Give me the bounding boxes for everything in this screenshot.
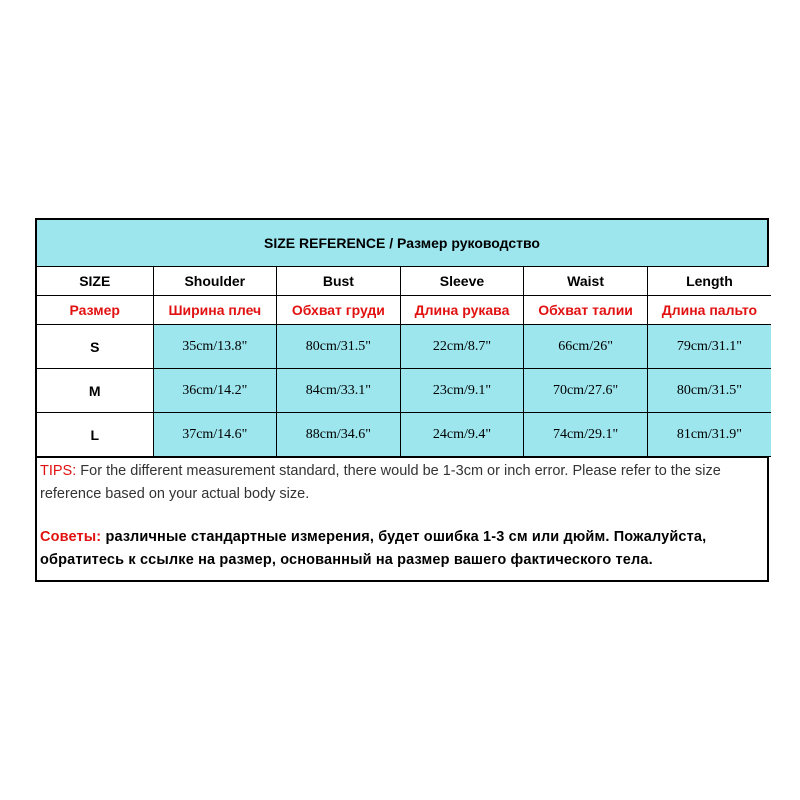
table-row	[37, 325, 771, 369]
table-cell: 80cm/31.5"	[277, 325, 401, 369]
size-chart	[35, 218, 769, 582]
header-cell-ru: Ширина плеч	[153, 296, 277, 325]
tips-label: TIPS:	[40, 463, 77, 479]
header-cell: Length	[647, 267, 771, 296]
table-cell: 81cm/31.9"	[647, 413, 771, 457]
tips-text: For the different measurement standard, there would be 1-3cm or inch error. Please refer to the size reference based on your actual body size.	[40, 463, 721, 502]
header-cell-ru: Размер	[37, 296, 153, 325]
header-cell-ru: Обхват талии	[524, 296, 648, 325]
table-cell: 24cm/9.4"	[400, 413, 524, 457]
table-cell: 70cm/27.6"	[524, 369, 648, 413]
table-cell: 22cm/8.7"	[400, 325, 524, 369]
header-cell: Shoulder	[153, 267, 277, 296]
table-cell: 74cm/29.1"	[524, 413, 648, 457]
header-cell-ru: Длина рукава	[400, 296, 524, 325]
table-cell: 66cm/26"	[524, 325, 648, 369]
header-cell-ru: Обхват груди	[277, 296, 401, 325]
table-row	[37, 413, 771, 457]
size-table	[37, 267, 771, 457]
table-cell: 35cm/13.8"	[153, 325, 277, 369]
size-label: L	[37, 413, 153, 457]
header-cell: Waist	[524, 267, 648, 296]
table-cell: 80cm/31.5"	[647, 369, 771, 413]
table-cell: 88cm/34.6"	[277, 413, 401, 457]
table-cell: 84cm/33.1"	[277, 369, 401, 413]
header-cell: Sleeve	[400, 267, 524, 296]
table-cell: 37cm/14.6"	[153, 413, 277, 457]
tips-en	[40, 460, 764, 506]
header-row-ru	[37, 296, 771, 325]
chart-title: SIZE REFERENCE / Размер руководство	[37, 220, 767, 267]
tips-label-ru: Советы:	[40, 529, 102, 545]
header-row	[37, 267, 771, 296]
header-cell-ru: Длина пальто	[647, 296, 771, 325]
tips-section	[37, 457, 767, 580]
size-label: S	[37, 325, 153, 369]
table-cell: 36cm/14.2"	[153, 369, 277, 413]
header-cell: Bust	[277, 267, 401, 296]
tips-text-ru: различные стандартные измерения, будет ошибка 1-3 см или дюйм. Пожалуйста, обратитесь к ссылке на размер, основанный на размер вашего фактического тела.	[40, 529, 707, 568]
size-label: M	[37, 369, 153, 413]
table-cell: 23cm/9.1"	[400, 369, 524, 413]
table-row	[37, 369, 771, 413]
table-cell: 79cm/31.1"	[647, 325, 771, 369]
tips-ru	[40, 526, 764, 572]
header-cell: SIZE	[37, 267, 153, 296]
